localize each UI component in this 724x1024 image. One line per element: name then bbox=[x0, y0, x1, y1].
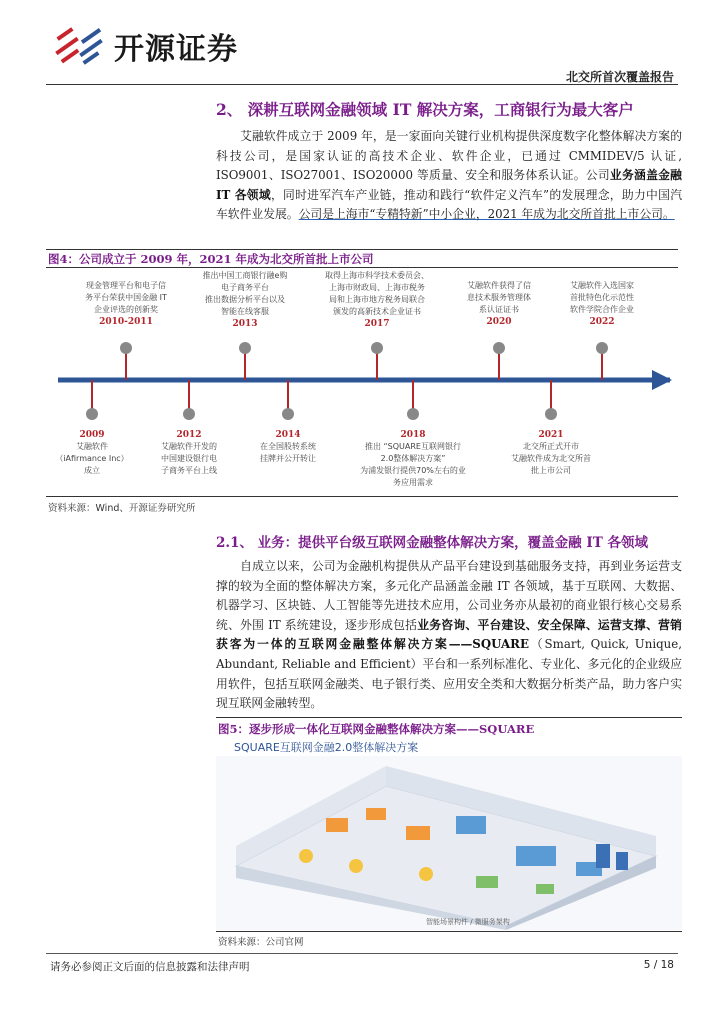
logo-mark-icon bbox=[52, 24, 108, 68]
timeline-event-2018: 2018 推出 “SQUARE互联网银行 2.0整体解决方案” 为浦发银行提供70%左右的业 务应用需求 bbox=[360, 430, 466, 487]
figure-4-source: 资料来源：Wind、开源证券研究所 bbox=[48, 503, 196, 514]
figure-4-caption: 图4：公司成立于 2009 年，2021 年成为北交所首批上市公司 bbox=[48, 252, 374, 266]
timeline-event-2022: 艾融软件入选国家 首批特色化示范性 软件学院合作企业 2022 bbox=[570, 281, 634, 327]
figure-4-bottom-rule bbox=[46, 496, 678, 497]
timeline-event-2013: 推出中国工商银行融e购 电子商务平台 推出数据分析平台以及 智能在线客服 2013 bbox=[202, 271, 288, 329]
timeline-markers-top bbox=[120, 342, 608, 380]
company-timeline bbox=[46, 268, 682, 494]
timeline-event-2021: 2021 北交所正式开市 艾融软件成为北交所首 批上市公司 bbox=[511, 430, 591, 475]
figure-5-bottom-rule bbox=[216, 931, 682, 932]
page-number: 5 / 18 bbox=[643, 959, 674, 971]
section-2-1-paragraph bbox=[216, 557, 682, 714]
figure-5-top-rule bbox=[216, 717, 682, 718]
figure-5-image-title: SQUARE互联网金融2.0整体解决方案 bbox=[234, 741, 419, 754]
section-2-1-title: 2.1、 业务：提供平台级互联网金融整体解决方案，覆盖金融 IT 各领域 bbox=[216, 535, 648, 551]
footer-divider bbox=[46, 953, 678, 954]
timeline-marker bbox=[183, 408, 195, 420]
section-2-text-underlined: 公司是上海市“专精特新”中小企业，2021 年成为北交所首批上市公司。 bbox=[298, 207, 675, 222]
company-logo bbox=[52, 24, 238, 68]
section-2-text-b: ，同时进军汽车产业链，推动和践行“软件定义汽车”的发展理念，助力中国汽车软件业发展。 bbox=[216, 187, 682, 222]
header-divider bbox=[46, 84, 678, 85]
timeline-event-2020: 艾融软件获得了信 息技术服务管理体 系认证证书 2020 bbox=[467, 281, 531, 327]
figure-4-top-rule bbox=[46, 249, 678, 250]
footer-disclaimer: 请务必参阅正文后面的信息披露和法律声明 bbox=[50, 961, 250, 973]
figure-5-image-footer: 智能场景构件 / 微服务架构 bbox=[426, 918, 510, 926]
timeline-markers-bottom bbox=[86, 380, 557, 420]
timeline-marker bbox=[596, 342, 608, 354]
square-solution-illustration bbox=[216, 756, 682, 930]
section-2-text-bold: 业务涵盖金融 IT 各领域 bbox=[216, 168, 682, 202]
timeline-marker bbox=[545, 408, 557, 420]
timeline-marker bbox=[239, 342, 251, 354]
company-name: 开源证券 bbox=[114, 32, 238, 67]
timeline-event-2017: 取得上海市科学技术委员会、 上海市财政局、上海市税务 局和上海市地方税务局联合 颁发的高新技术企业证书 2017 bbox=[325, 271, 429, 329]
timeline-marker bbox=[407, 408, 419, 420]
timeline-marker bbox=[120, 342, 132, 354]
section-2-1-text-a: 自成立以来，公司为金融机构提供从产品平台建设到基础服务支持，再到业务运营支撑的较为全面的整体解决方案，多元化产品涵盖金融 IT 各领域，基于互联网、大数据、机器学习、区块链、人工智能等先进技术应用，公司业务亦从最初的商业银行核心交易系统、外围 IT 系统建设，逐步形成包括 bbox=[216, 559, 682, 632]
timeline-marker bbox=[282, 408, 294, 420]
section-2-paragraph bbox=[216, 127, 682, 225]
timeline-marker bbox=[371, 342, 383, 354]
timeline-event-2012: 2012 艾融软件开发的 中国建设银行电 子商务平台上线 bbox=[161, 430, 217, 475]
timeline-marker bbox=[493, 342, 505, 354]
figure-5-caption: 图5：逐步形成一体化互联网金融整体解决方案——SQUARE bbox=[218, 722, 535, 736]
report-name: 北交所首次覆盖报告 bbox=[565, 70, 674, 84]
figure-5-source: 资料来源：公司官网 bbox=[218, 937, 304, 948]
section-2-1-text-b: （Smart, Quick, Unique, Abundant, Reliable and Efficient）平台和一系列标准化、专业化、多元化的企业级应用软件，包括互联网金融类、电子银行类、应用安全类和大数据分析类产品，助力客户实现互联网金融转型。 bbox=[216, 637, 683, 711]
section-2-title: 2、 深耕互联网金融领域 IT 解决方案，工商银行为最大客户 bbox=[216, 100, 634, 119]
timeline-marker bbox=[86, 408, 98, 420]
timeline-event-2009: 2009 艾融软件 （iAfirmance Inc） 成立 bbox=[55, 430, 129, 475]
section-2-text-a: 艾融软件成立于 2009 年，是一家面向关键行业机构提供深度数字化整体解决方案的科技公司，是国家认证的高技术企业、软件企业，已通过 CMMIDEV/5 认证, ISO9001、ISO27001、ISO20000 等质量、安全和服务体系认证。公司 bbox=[216, 129, 682, 183]
timeline-event-2014: 2014 在全国股转系统 挂牌并公开转让 bbox=[260, 430, 316, 463]
timeline-event-2010: 现金管理平台和电子信 务平台荣获中国金融 IT 企业评选的创新奖 2010-2011 bbox=[85, 281, 167, 327]
section-2-1-text-bold: 业务咨询、平台建设、安全保障、运营支撑、营销获客为一体的互联网金融整体解决方案——SQUARE bbox=[216, 617, 682, 652]
